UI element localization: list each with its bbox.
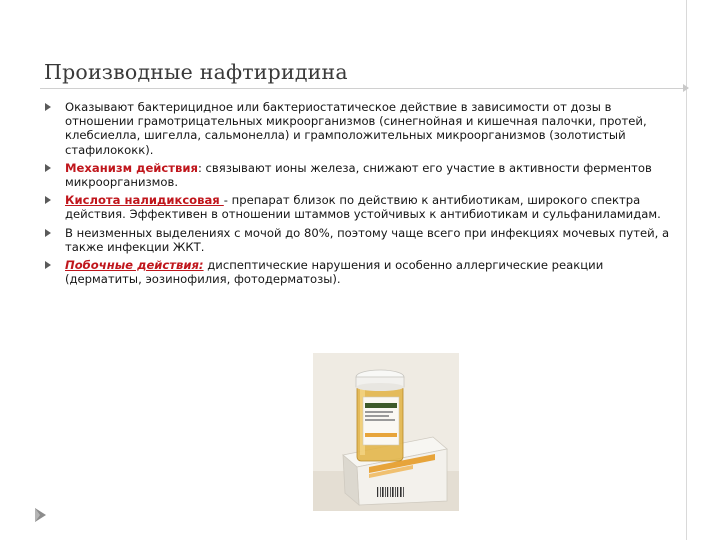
bullet-item [44, 226, 680, 254]
title-rule-arrow-icon [683, 84, 689, 92]
bullet-text: Оказывают бактерицидное или бактериостатическое действие в зависимости от дозы в отношении грамотрицательных микроорганизмов (синегнойная и кишечная палочки, протей, клебсиелла, шигелла, сальмонелла) и грамположительных микроорганизмов (золотистый стафилококк). [65, 100, 647, 157]
triangle-bullet-icon [45, 229, 51, 237]
corner-arrow-icon [33, 506, 49, 524]
bullet-highlight: Механизм действия [65, 160, 198, 175]
bullet-item [44, 258, 680, 286]
title-underline [40, 88, 688, 89]
bullet-text: диспептические нарушения и особенно аллергические реакции (дерматиты, эозинофилия, фотодерматозы). [65, 258, 604, 287]
triangle-bullet-icon [45, 103, 51, 111]
bullet-item [44, 193, 680, 221]
bullet-item [44, 100, 680, 157]
bullet-text: В неизменных выделениях с мочой до 80%, поэтому чаще всего при инфекциях мочевых путей, а также инфекции ЖКТ. [65, 225, 670, 254]
bullet-text: : связывают ионы железа, снижают его участие в активности ферментов микроорганизмов. [65, 160, 652, 190]
bullet-highlight: Кислота налидиксовая [65, 193, 224, 208]
slide-title: Производные нафтиридина [44, 60, 348, 84]
bullet-item [44, 161, 680, 189]
triangle-bullet-icon [45, 164, 51, 172]
bullet-text: - препарат близок по действию к антибиотикам, широкого спектра действия. Эффективен в отношении штаммов устойчивых к антибиотикам и сульфаниламидам. [65, 193, 661, 222]
bullet-list [44, 100, 680, 290]
right-divider-line [686, 0, 687, 540]
medicine-photo [313, 353, 459, 511]
medicine-package-image [313, 353, 459, 511]
triangle-bullet-icon [45, 261, 51, 269]
triangle-bullet-icon [45, 196, 51, 204]
bullet-highlight: Побочные действия: [65, 258, 204, 273]
